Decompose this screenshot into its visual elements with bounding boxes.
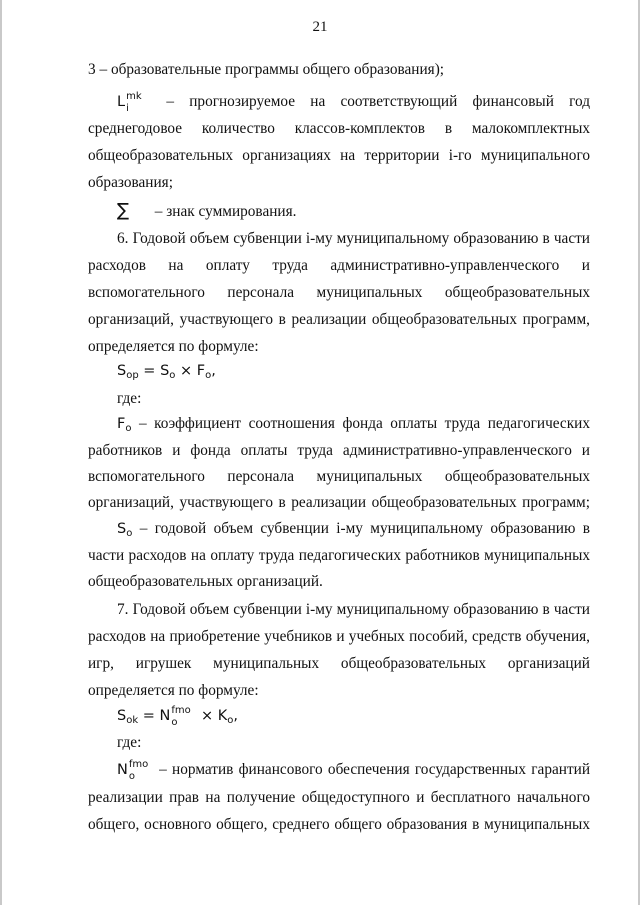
text-line: образования; xyxy=(88,174,173,191)
text-line: $F_o$ – коэффициент соотношения фонда оплаты труда педагогических xyxy=(117,415,590,434)
formula-symbol: N fmo o xyxy=(117,759,149,782)
text-line: N fmo o – норматив финансового обеспечения государственных гарантий xyxy=(117,759,591,782)
text-line: L mk i – прогнозируемое на соответствующий финансовый год xyxy=(117,91,591,114)
text-line: расходов на оплату труда административно-управленческого и xyxy=(88,257,590,274)
text-line: расходов на приобретение учебников и учебных пособий, средств обучения, xyxy=(88,628,590,645)
text-line: где: xyxy=(117,390,142,407)
text-line: ∑ – знак суммирования. xyxy=(117,200,297,221)
text-line: где: xyxy=(117,734,142,751)
page-edge-left xyxy=(0,0,2,905)
text-line: игр, игрушек муниципальных общеобразовательных организаций xyxy=(88,655,590,672)
text-line: общеобразовательных организаций. xyxy=(88,573,323,590)
text-line: вспомогательного персонала муниципальных общеобразовательных xyxy=(88,284,590,301)
formula-sop: $S_{op} = S_o \times F_o$, xyxy=(117,363,216,381)
text-line: определяется по формуле: xyxy=(88,682,259,699)
text-line: 7. Годовой объем субвенции i-му муниципальному образованию в части xyxy=(117,601,590,618)
text-line: работников и фонда оплаты труда административно-управленческого и xyxy=(88,442,590,459)
text-line: части расходов на оплату труда педагогических работников муниципальных xyxy=(88,547,590,564)
text-line: $S_o$ – годовой объем субвенции i-му муниципальному образованию в xyxy=(117,520,590,539)
text-line: среднегодовое количество классов-комплектов в малокомплектных xyxy=(88,120,590,137)
formula-symbol: L mk i xyxy=(117,91,142,114)
text-line: 3 – образовательные программы общего образования); xyxy=(88,61,445,78)
text-line: вспомогательного персонала муниципальных общеобразовательных xyxy=(88,468,590,485)
text-line: реализации прав на получение общедоступного и бесплатного начального xyxy=(88,789,590,806)
formula-symbol: $F_o$ xyxy=(117,416,132,434)
text-line: общего, основного общего, среднего общего образования в муниципальных xyxy=(88,816,590,833)
text-line: организаций, участвующего в реализации общеобразовательных программ, xyxy=(88,311,590,328)
text-line: 6. Годовой объем субвенции i-му муниципальному образованию в части xyxy=(117,230,590,247)
formula-symbol: $S_o$ xyxy=(117,521,133,539)
text-line: общеобразовательных организациях на территории i-го муниципального xyxy=(88,147,590,164)
page-number: 21 xyxy=(312,19,328,35)
formula-sok: $S_{ok} = N$ fmo o × $K_o$, xyxy=(117,705,238,728)
text-line: определяется по формуле: xyxy=(88,338,259,355)
text-line: организаций, участвующего в реализации общеобразовательных программ; xyxy=(88,494,590,511)
sum-symbol: ∑ xyxy=(117,200,130,221)
